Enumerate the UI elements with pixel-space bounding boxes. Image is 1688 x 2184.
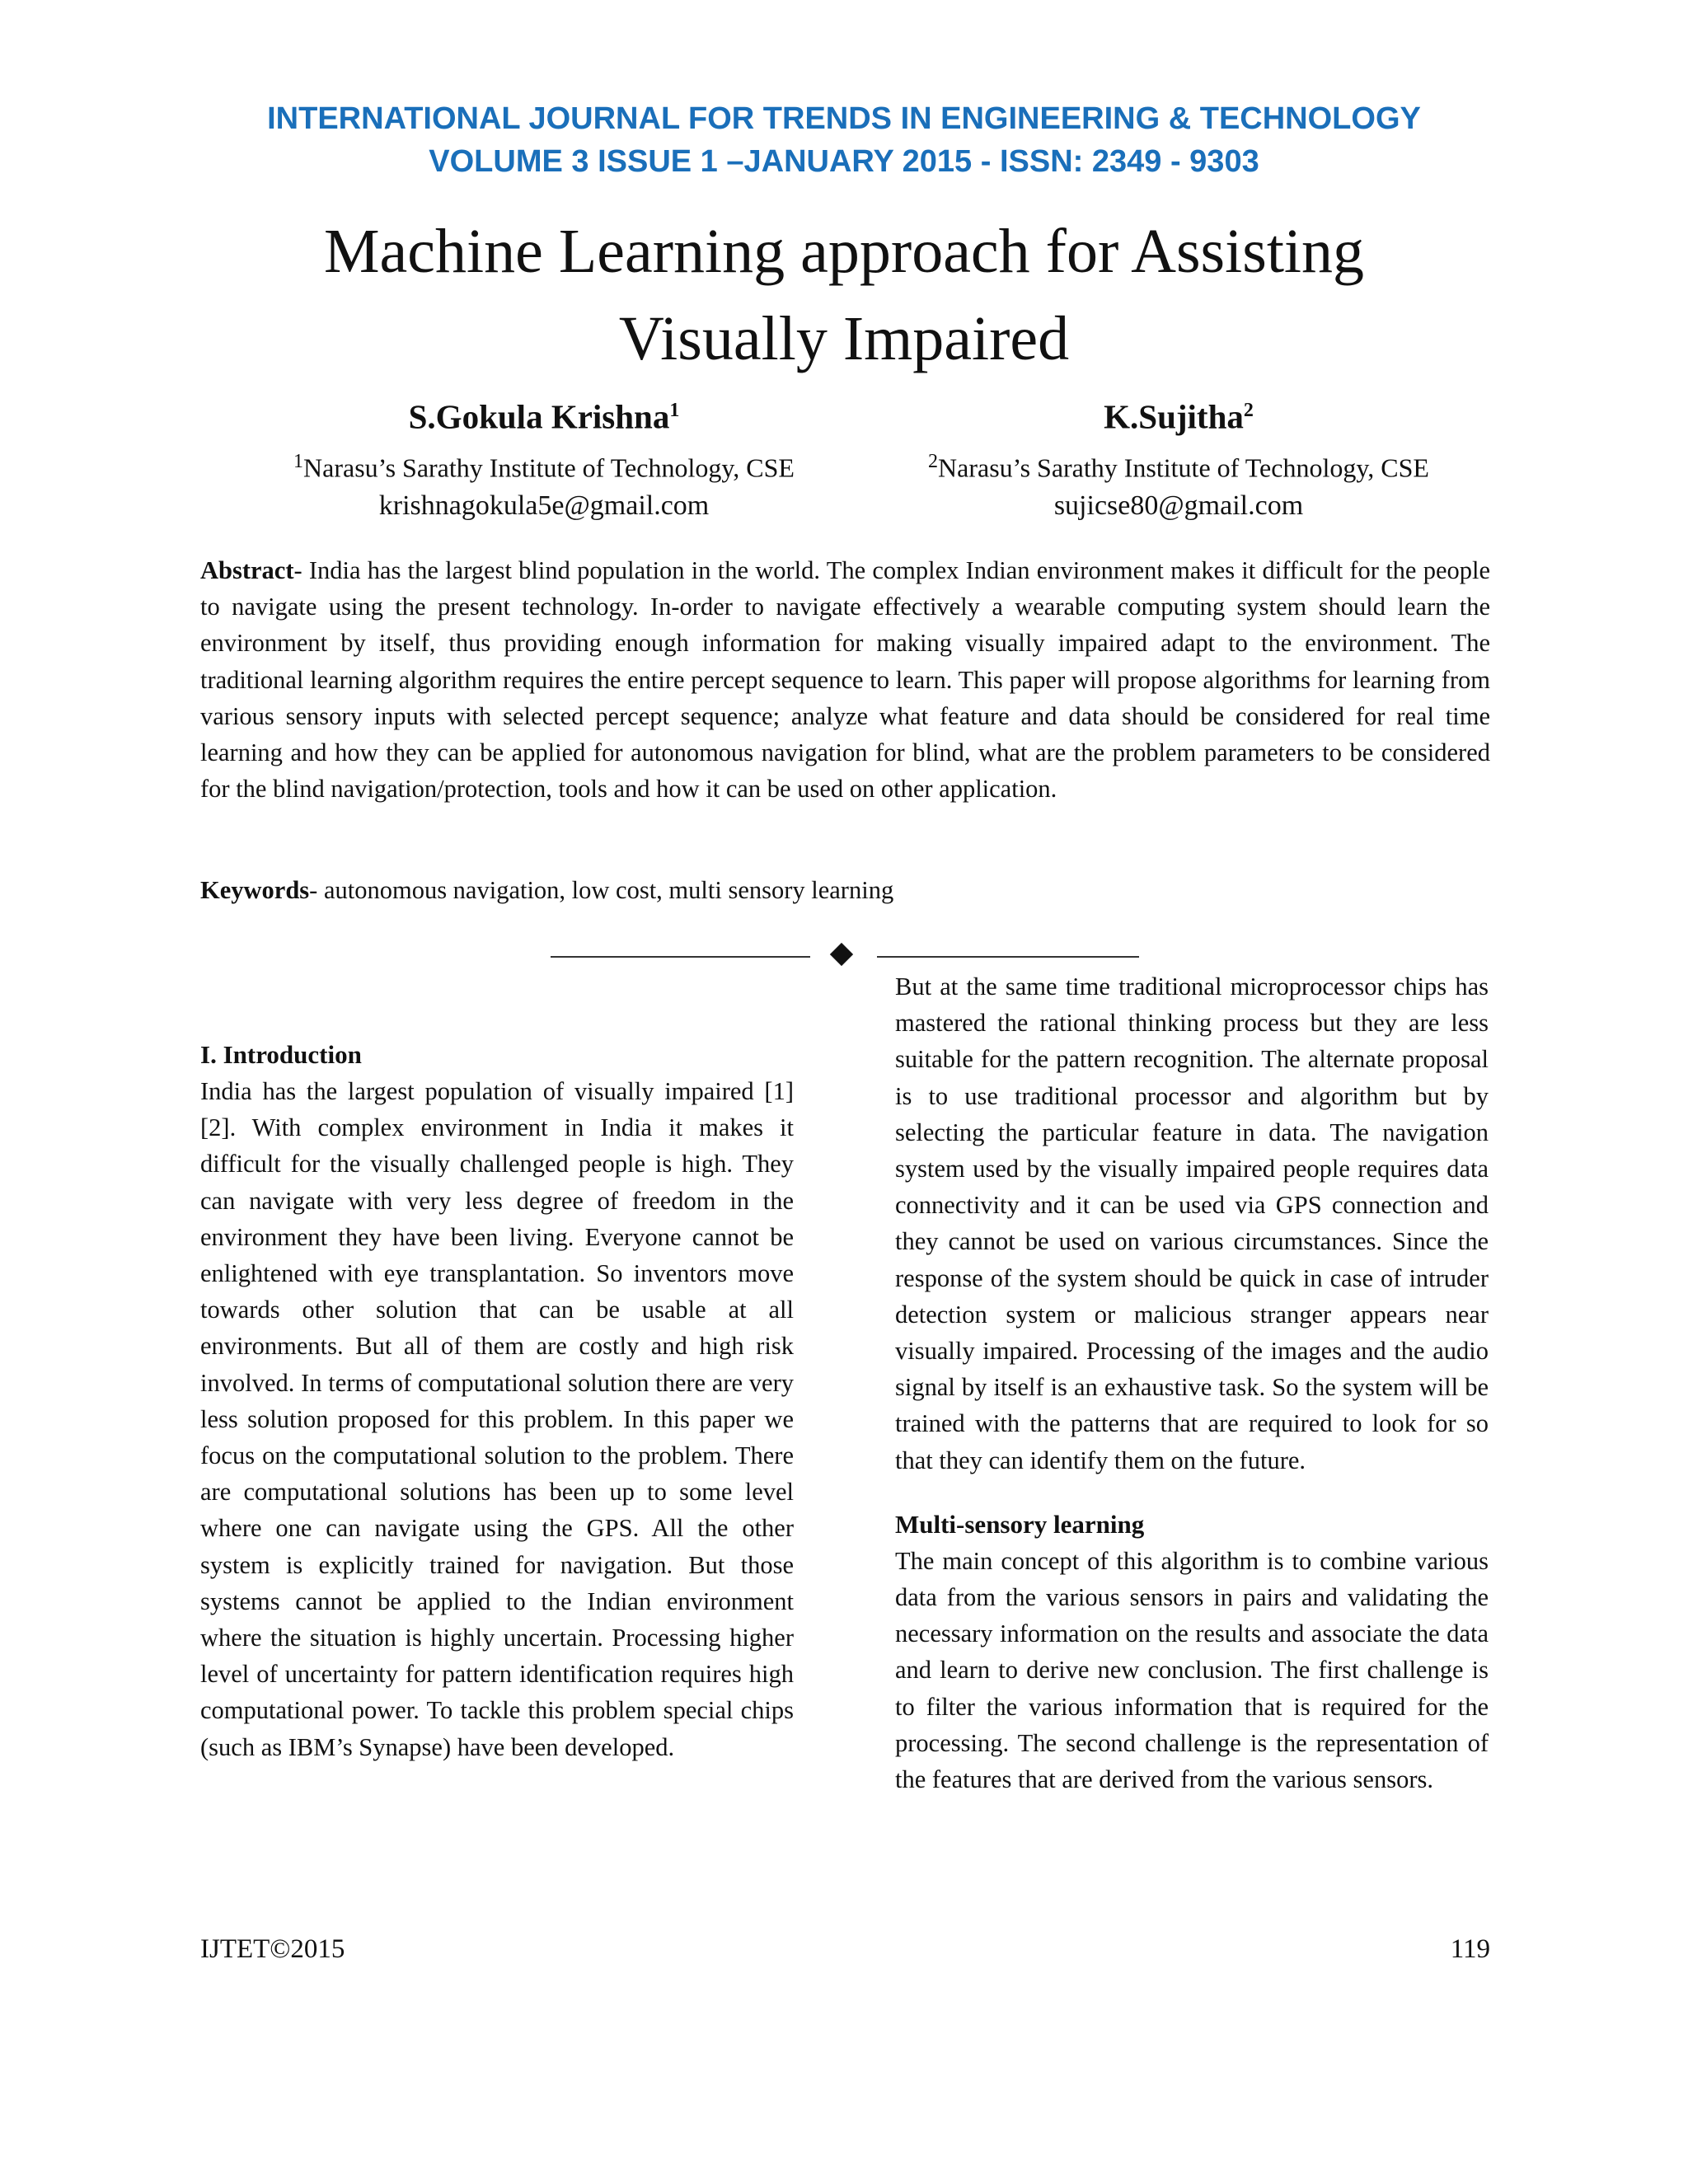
journal-name: INTERNATIONAL JOURNAL FOR TRENDS IN ENGINEERING & TECHNOLOGY <box>267 101 1421 136</box>
introduction-paragraph: India has the largest population of visually impaired [1] [2]. With complex environment in India it makes it difficult for the visually challenged people is high. They can navigate with very less degree of freedom in the environment they have been living. Everyone cannot be enlightened with eye transplantation. So inventors move towards other solution that can be usable at all environments. But all of them are costly and high risk involved. In terms of computational solution there are very less solution proposed for this problem. In this paper we focus on the computational solution to the problem. There are computational solutions has been up to some level where one can navigate using the GPS. All the other system is explicitly trained for navigation. But those systems cannot be applied to the Indian environment where the situation is highly uncertain. Processing higher level of uncertainty for pattern identification requires high computational power. To tackle this problem special chips (such as IBM’s Synapse) have been developed. <box>200 1077 794 1761</box>
author-email-1: krishnagokula5e@gmail.com <box>378 490 710 522</box>
author-affiliation-1: $^1$Narasu’s Sarathy Institute of Technology, CSE <box>293 450 795 483</box>
divider-line-left <box>551 956 810 958</box>
author-name-2: K.Sujitha$^2$ <box>1104 397 1254 436</box>
author-affiliation-2: $^2$Narasu’s Sarathy Institute of Technology, CSE <box>928 450 1429 483</box>
left-column <box>200 1037 794 1765</box>
keywords-label: Keywords <box>200 876 310 904</box>
journal-volume-issue: VOLUME 3 ISSUE 1 –JANUARY 2015 - ISSN: 2349 - 9303 <box>429 144 1259 179</box>
affiliation-superscript-1: 1 <box>293 450 304 472</box>
author-block-2 <box>808 386 1550 525</box>
right-column-paragraph-2: The main concept of this algorithm is to combine various data from the various sensors in pairs and validating the necessary information on the results and associate the data and learn to derive new conclusion. The first challenge is to filter the various information that is required for the processing. The second challenge is the representation of the features that are derived from the various sensors. <box>895 1546 1489 1794</box>
divider-line-right <box>877 956 1139 958</box>
author-email-2: sujicse80@gmail.com <box>1053 490 1304 522</box>
footer-copyright: IJTET©2015 <box>200 1934 345 1964</box>
section-heading-introduction: I. Introduction <box>200 1040 362 1069</box>
right-column <box>895 968 1489 1797</box>
abstract-label: Abstract <box>200 556 294 584</box>
paper-title <box>0 208 1688 382</box>
keywords-text: - autonomous navigation, low cost, multi sensory learning <box>309 876 894 904</box>
author-superscript-2: 2 <box>1243 400 1254 421</box>
divider-diamond-icon <box>830 943 853 966</box>
section-heading-multi-sensory-learning: Multi-sensory learning <box>895 1509 1145 1539</box>
author-superscript-1: 1 <box>669 400 680 421</box>
abstract-text: - India has the largest blind population in the world. The complex Indian environment makes it difficult for the people to navigate using the present technology. In-order to navigate effectively a wearable computing system should learn the environment by itself, thus providing enough information for making visually impaired adapt to the environment. The traditional learning algorithm requires the entire percept sequence to learn. This paper will propose algorithms for learning from various sensory inputs with selected percept sequence; analyze what feature and data should be considered for real time learning and how they can be applied for autonomous navigation for blind, what are the problem parameters to be considered for the blind navigation/protection, tools and how it can be used on other application. <box>200 556 1490 804</box>
author-block-1 <box>173 386 915 525</box>
journal-header <box>0 97 1688 183</box>
paper-title-line-2: Visually Impaired <box>618 304 1070 373</box>
paper-title-line-1: Machine Learning approach for Assisting <box>323 217 1365 286</box>
right-column-paragraph-1: But at the same time traditional microprocessor chips has mastered the rational thinking process but they are less suitable for the pattern recognition. The alternate proposal is to use traditional processor and algorithm but by selecting the particular feature in data. The navigation system used by the visually impaired people requires data connectivity and it can be used via GPS connection and they cannot be used on various circumstances. Since the response of the system should be quick in case of intruder detection system or malicious stranger appears near visually impaired. Processing of the images and the audio signal by itself is an exhaustive task. So the system will be trained with the patterns that are required to look for so that they can identify them on the future. <box>895 972 1489 1474</box>
author-name-1: S.Gokula Krishna$^1$ <box>408 397 680 436</box>
affiliation-superscript-2: 2 <box>928 450 939 472</box>
abstract <box>200 552 1490 807</box>
page-number: 119 <box>1450 1934 1490 1964</box>
keywords <box>200 872 1490 908</box>
